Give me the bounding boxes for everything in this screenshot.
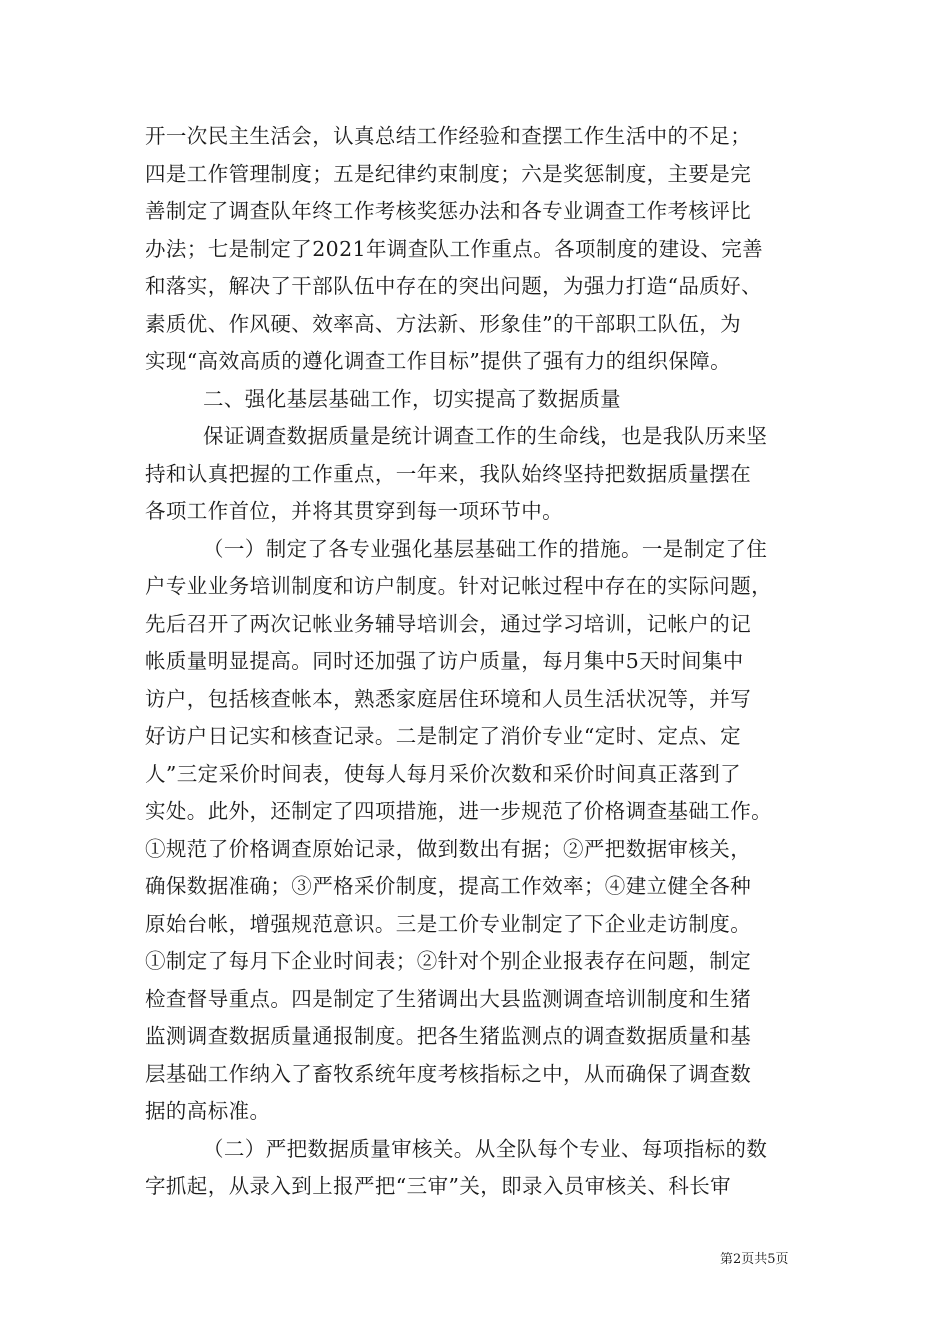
text-line: 持和认真把握的工作重点，一年来，我队始终坚持把数据质量摆在 <box>145 461 752 486</box>
text-line: 开一次民主生活会，认真总结工作经验和查摆工作生活中的不足； <box>145 124 752 148</box>
text-line: 监测调查数据质量通报制度。把各生猪监测点的调查数据质量和基 <box>145 1024 752 1048</box>
page-number: 第2页共5页 <box>720 1252 789 1267</box>
text-line: 户专业业务培训制度和访户制度。针对记帐过程中存在的实际问题， <box>145 574 772 598</box>
text-line: 和落实，解决了干部队伍中存在的突出问题，为强力打造“品质好、 <box>145 274 762 298</box>
text-line: 各项工作首位，并将其贯穿到每一项环节中。 <box>145 499 563 523</box>
text-line: 帐质量明显提高。同时还加强了访户质量，每月集中5天时间集中 <box>145 649 744 673</box>
text-line: 素质优、作风硬、效率高、方法新、形象佳”的干部职工队伍，为 <box>145 311 742 336</box>
text-line: 检查督导重点。四是制定了生猪调出大县监测调查培训制度和生猪 <box>145 986 752 1011</box>
text-line: 原始台帐，增强规范意识。三是工价专业制定了下企业走访制度。 <box>145 911 752 936</box>
text-line: 实现“高效高质的遵化调查工作目标”提供了强有力的组织保障。 <box>145 349 732 373</box>
text-line: 保证调查数据质量是统计调查工作的生命线，也是我队历来坚 <box>203 424 768 448</box>
text-line: 办法；七是制定了2021年调查队工作重点。各项制度的建设、完善 <box>145 236 764 261</box>
text-line: （一）制定了各专业强化基层基础工作的措施。一是制定了住 <box>203 536 768 561</box>
text-line: 访户，包括核查帐本，熟悉家庭居住环境和人员生活状况等，并写 <box>145 686 752 711</box>
text-line: 确保数据准确；③严格采价制度，提高工作效率；④建立健全各种 <box>145 874 752 898</box>
text-line: 层基础工作纳入了畜牧系统年度考核指标之中，从而确保了调查数 <box>145 1061 752 1086</box>
text-line: 先后召开了两次记帐业务辅导培训会，通过学习培训，记帐户的记 <box>145 611 752 636</box>
text-line: 四是工作管理制度；五是纪律约束制度；六是奖惩制度，主要是完 <box>145 161 752 186</box>
text-line: 据的高标准。 <box>145 1099 271 1123</box>
text-line: 字抓起，从录入到上报严把“三审”关，即录入员审核关、科长审 <box>145 1174 732 1198</box>
text-line: ①制定了每月下企业时间表；②针对个别企业报表存在问题，制定 <box>145 949 752 973</box>
text-line: 善制定了调查队年终工作考核奖惩办法和各专业调查工作考核评比 <box>145 199 752 223</box>
text-line: ①规范了价格调查原始记录，做到数出有据；②严把数据审核关， <box>145 836 752 861</box>
text-line: 人”三定采价时间表，使每人每月采价次数和采价时间真正落到了 <box>145 761 742 786</box>
text-line: （二）严把数据质量审核关。从全队每个专业、每项指标的数 <box>203 1136 768 1161</box>
document-body <box>145 118 807 1206</box>
text-line: 二、强化基层基础工作，切实提高了数据质量 <box>203 386 621 411</box>
text-line: 实处。此外，还制定了四项措施，进一步规范了价格调查基础工作。 <box>145 799 772 823</box>
text-line: 好访户日记实和核查记录。二是制定了消价专业“定时、定点、定 <box>145 724 742 748</box>
